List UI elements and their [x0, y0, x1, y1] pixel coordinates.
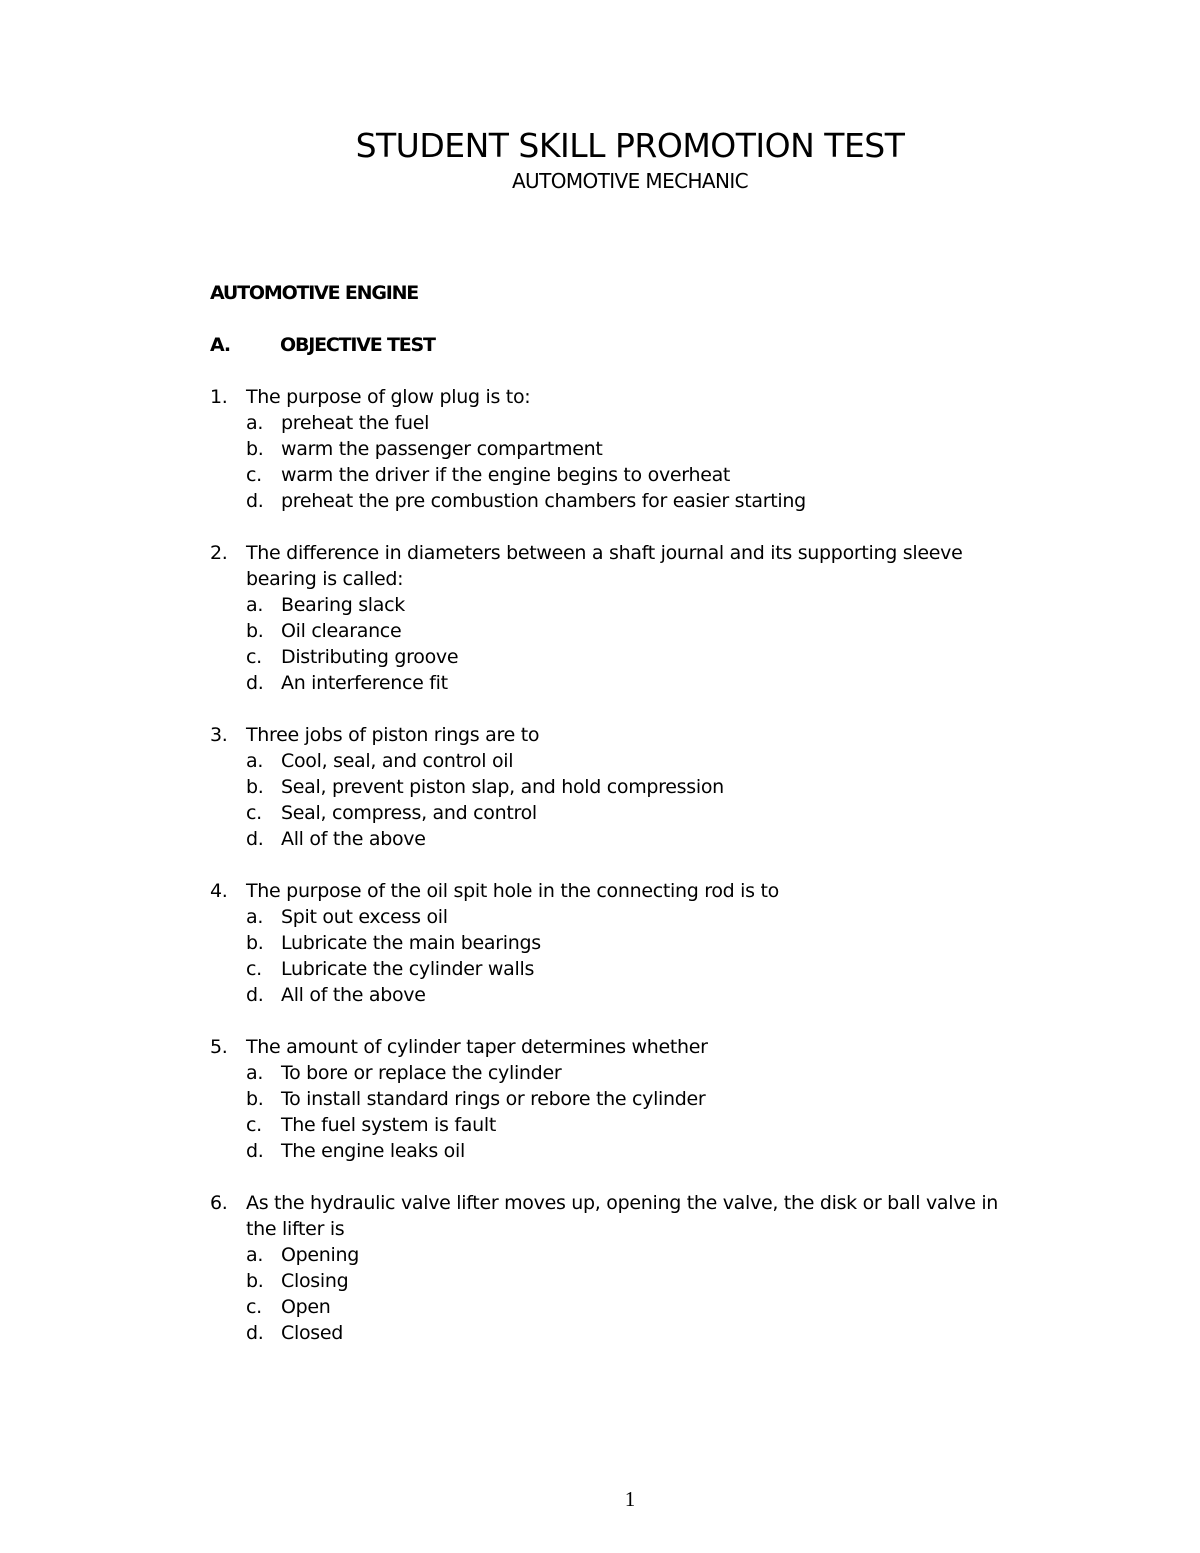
- option-letter: c.: [246, 1114, 262, 1136]
- option-letter: b.: [246, 776, 264, 798]
- option-letter: b.: [246, 438, 264, 460]
- option-letter: b.: [246, 1088, 264, 1110]
- question-text: The amount of cylinder taper determines whether: [246, 1036, 708, 1058]
- option-text: preheat the pre combustion chambers for easier starting: [281, 490, 806, 512]
- option-letter: b.: [246, 932, 264, 954]
- question-item: [210, 878, 1030, 1008]
- option-text: preheat the fuel: [281, 412, 430, 434]
- option-text: Lubricate the cylinder walls: [281, 958, 535, 980]
- option-text: warm the driver if the engine begins to overheat: [281, 464, 731, 486]
- document-subtitle: AUTOMOTIVE MECHANIC: [511, 169, 749, 193]
- question-item: [210, 1190, 1030, 1346]
- question-stem: [210, 878, 1030, 904]
- option-letter: a.: [246, 1244, 264, 1266]
- question-number: 4.: [210, 880, 228, 902]
- option-text: The fuel system is fault: [281, 1114, 496, 1136]
- option-letter: d.: [246, 1322, 264, 1344]
- answer-option: [210, 982, 1030, 1008]
- question-stem: [210, 384, 1030, 410]
- option-text: Distributing groove: [281, 646, 459, 668]
- answer-option: [210, 904, 1030, 930]
- question-stem: [210, 540, 1030, 592]
- page-number: 1: [624, 1487, 636, 1511]
- option-letter: a.: [246, 750, 264, 772]
- answer-option: [210, 800, 1030, 826]
- option-text: warm the passenger compartment: [281, 438, 603, 460]
- option-letter: c.: [246, 646, 262, 668]
- question-list: [210, 384, 1030, 1372]
- section-heading: AUTOMOTIVE ENGINE: [210, 282, 419, 304]
- option-text: To install standard rings or rebore the cylinder: [281, 1088, 706, 1110]
- answer-option: [210, 644, 1030, 670]
- option-letter: d.: [246, 984, 264, 1006]
- answer-option: [210, 462, 1030, 488]
- question-number: 3.: [210, 724, 228, 746]
- option-text: Cool, seal, and control oil: [281, 750, 514, 772]
- part-letter: A.: [210, 334, 230, 356]
- question-number: 2.: [210, 542, 228, 564]
- question-text: Three jobs of piston rings are to: [246, 724, 540, 746]
- option-letter: d.: [246, 828, 264, 850]
- question-text: As the hydraulic valve lifter moves up, opening the valve, the disk or ball valve in the lifter is: [246, 1192, 999, 1240]
- answer-option: [210, 1060, 1030, 1086]
- answer-option: [210, 826, 1030, 852]
- option-letter: a.: [246, 1062, 264, 1084]
- option-letter: a.: [246, 906, 264, 928]
- answer-option: [210, 488, 1030, 514]
- question-stem: [210, 1034, 1030, 1060]
- option-text: The engine leaks oil: [281, 1140, 465, 1162]
- answer-option: [210, 930, 1030, 956]
- option-text: Bearing slack: [281, 594, 405, 616]
- option-text: Spit out excess oil: [281, 906, 448, 928]
- answer-option: [210, 592, 1030, 618]
- document-title: STUDENT SKILL PROMOTION TEST: [355, 126, 905, 165]
- question-item: [210, 722, 1030, 852]
- option-text: Oil clearance: [281, 620, 402, 642]
- option-letter: c.: [246, 802, 262, 824]
- option-text: Opening: [281, 1244, 360, 1266]
- answer-option: [210, 1138, 1030, 1164]
- option-text: Open: [281, 1296, 331, 1318]
- option-text: To bore or replace the cylinder: [281, 1062, 562, 1084]
- option-letter: d.: [246, 672, 264, 694]
- option-letter: c.: [246, 958, 262, 980]
- option-letter: a.: [246, 594, 264, 616]
- option-text: An interference fit: [281, 672, 448, 694]
- option-text: All of the above: [281, 984, 426, 1006]
- part-title: OBJECTIVE TEST: [280, 334, 435, 356]
- answer-option: [210, 1242, 1030, 1268]
- answer-option: [210, 956, 1030, 982]
- answer-option: [210, 1086, 1030, 1112]
- option-letter: c.: [246, 464, 262, 486]
- question-stem: [210, 722, 1030, 748]
- option-letter: d.: [246, 490, 264, 512]
- option-letter: b.: [246, 620, 264, 642]
- answer-option: [210, 1294, 1030, 1320]
- option-letter: b.: [246, 1270, 264, 1292]
- question-item: [210, 384, 1030, 514]
- answer-option: [210, 670, 1030, 696]
- answer-option: [210, 1320, 1030, 1346]
- option-text: All of the above: [281, 828, 426, 850]
- option-letter: d.: [246, 1140, 264, 1162]
- answer-option: [210, 436, 1030, 462]
- question-text: The difference in diameters between a shaft journal and its supporting sleeve bearing is called:: [246, 542, 963, 590]
- question-number: 5.: [210, 1036, 228, 1058]
- answer-option: [210, 410, 1030, 436]
- option-text: Closing: [281, 1270, 349, 1292]
- question-stem: [210, 1190, 1030, 1242]
- question-number: 6.: [210, 1192, 228, 1214]
- question-item: [210, 1034, 1030, 1164]
- question-text: The purpose of glow plug is to:: [246, 386, 531, 408]
- option-letter: c.: [246, 1296, 262, 1318]
- option-text: Lubricate the main bearings: [281, 932, 541, 954]
- answer-option: [210, 1112, 1030, 1138]
- option-letter: a.: [246, 412, 264, 434]
- option-text: Seal, prevent piston slap, and hold compression: [281, 776, 724, 798]
- answer-option: [210, 748, 1030, 774]
- option-text: Closed: [281, 1322, 344, 1344]
- answer-option: [210, 618, 1030, 644]
- question-item: [210, 540, 1030, 696]
- question-text: The purpose of the oil spit hole in the connecting rod is to: [246, 880, 779, 902]
- answer-option: [210, 1268, 1030, 1294]
- question-number: 1.: [210, 386, 228, 408]
- option-text: Seal, compress, and control: [281, 802, 537, 824]
- answer-option: [210, 774, 1030, 800]
